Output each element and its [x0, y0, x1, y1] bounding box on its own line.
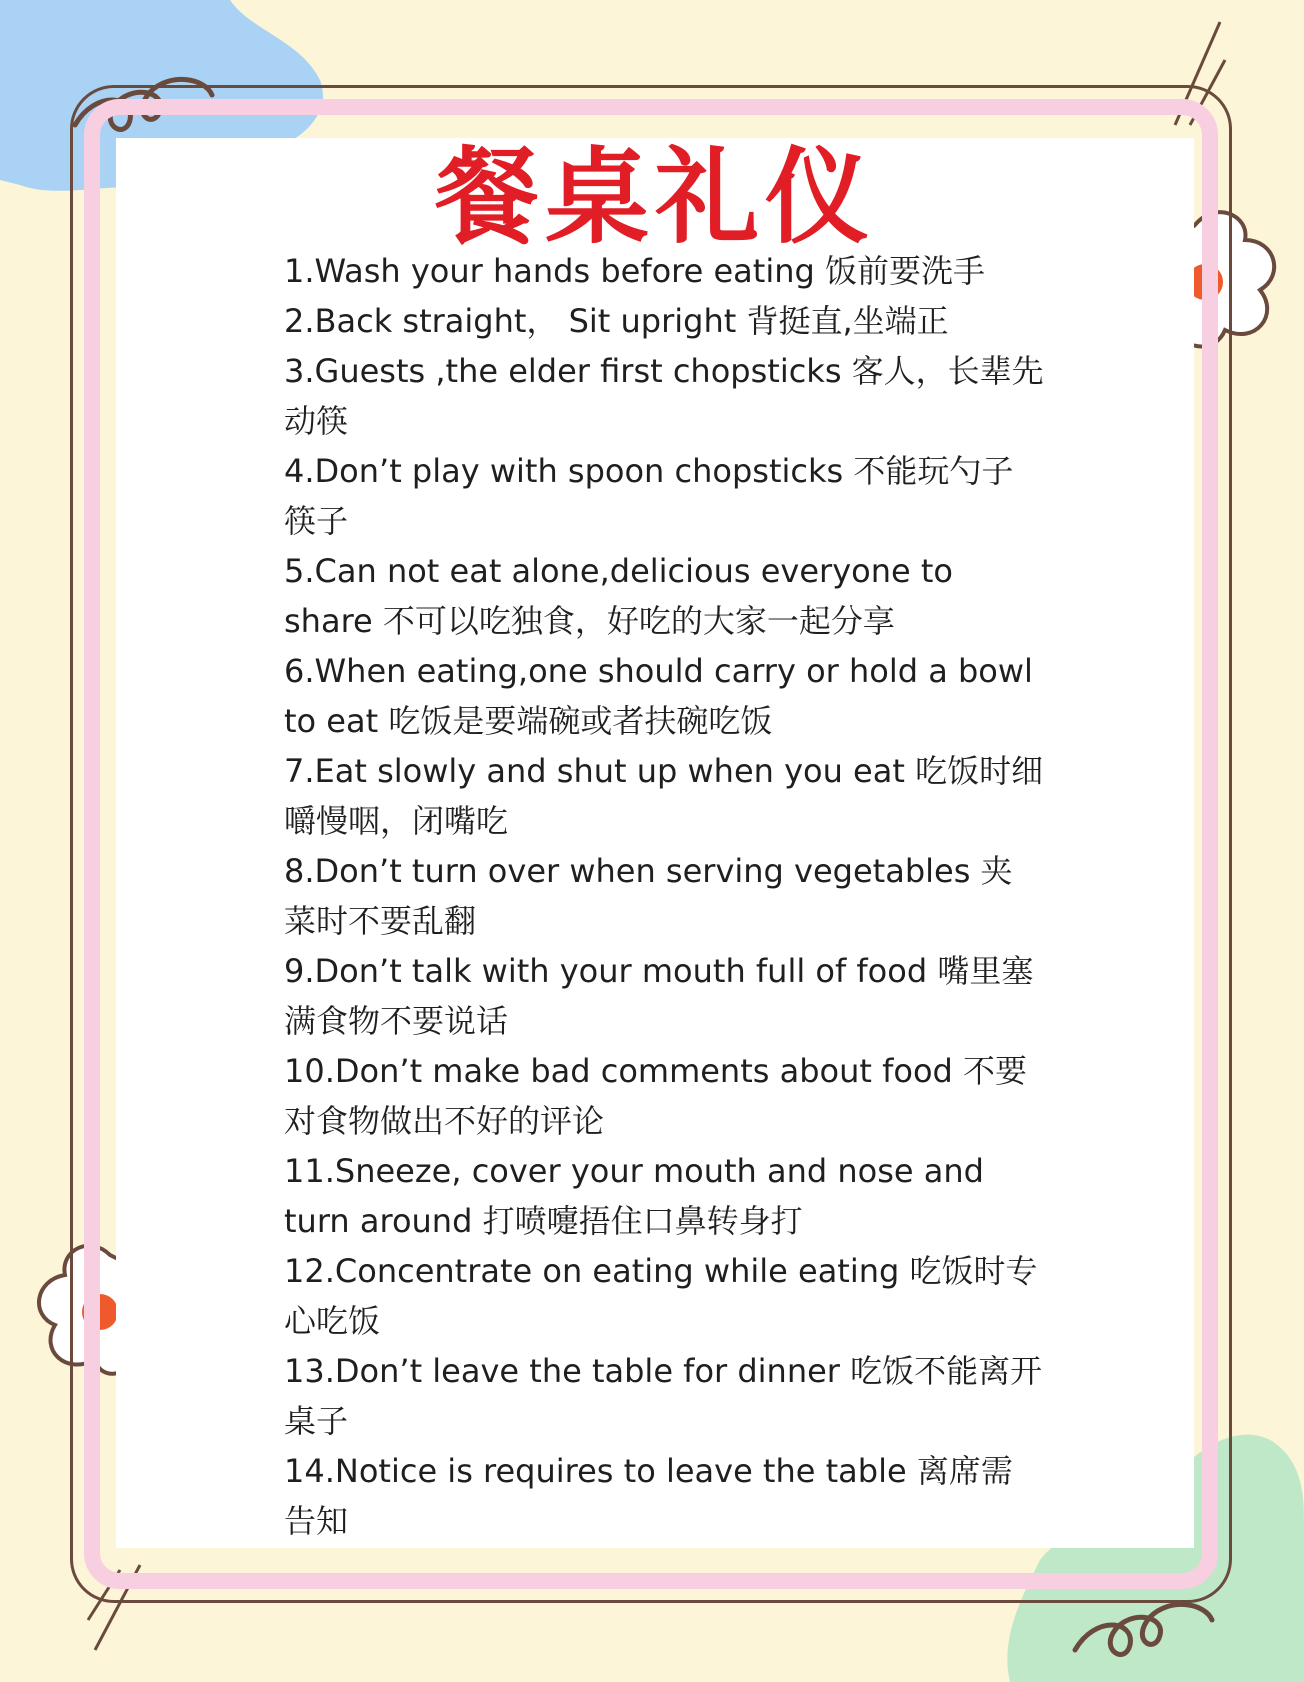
rule-item-1: 1.Wash your hands before eating 饭前要洗手 — [284, 252, 985, 290]
rule-item-5: 5.Can not eat alone,delicious everyone to share 不可以吃独食，好吃的大家一起分享 — [284, 552, 953, 640]
rule-item-8: 8.Don’t turn over when serving vegetables 夹菜时不要乱翻 — [284, 852, 1013, 940]
rule-item-14: 14.Notice is requires to leave the table 离席需告知 — [284, 1452, 1013, 1540]
page-title: 餐桌礼仪 — [434, 136, 875, 258]
rule-item-13: 13.Don’t leave the table for dinner 吃饭不能离开桌子 — [284, 1352, 1043, 1440]
rule-item-10: 10.Don’t make bad comments about food 不要对食物做出不好的评论 — [284, 1052, 1028, 1140]
etiquette-rule-list — [284, 246, 1044, 1546]
rule-item-12: 12.Concentrate on eating while eating 吃饭时专心吃饭 — [284, 1252, 1038, 1340]
rule-item-11: 11.Sneeze, cover your mouth and nose and turn around 打喷嚏捂住口鼻转身打 — [284, 1152, 984, 1240]
rule-item-7: 7.Eat slowly and shut up when you eat 吃饭时细嚼慢咽，闭嘴吃 — [284, 752, 1044, 840]
rule-item-2: 2.Back straight， Sit upright 背挺直,坐端正 — [284, 302, 949, 340]
rule-item-3: 3.Guests ,the elder first chopsticks 客人，长辈先动筷 — [284, 352, 1044, 440]
rule-item-6: 6.When eating,one should carry or hold a bowl to eat 吃饭是要端碗或者扶碗吃饭 — [284, 652, 1033, 740]
rule-item-4: 4.Don’t play with spoon chopsticks 不能玩勺子筷子 — [284, 452, 1014, 540]
rule-item-9: 9.Don’t talk with your mouth full of food 嘴里塞满食物不要说话 — [284, 952, 1034, 1040]
